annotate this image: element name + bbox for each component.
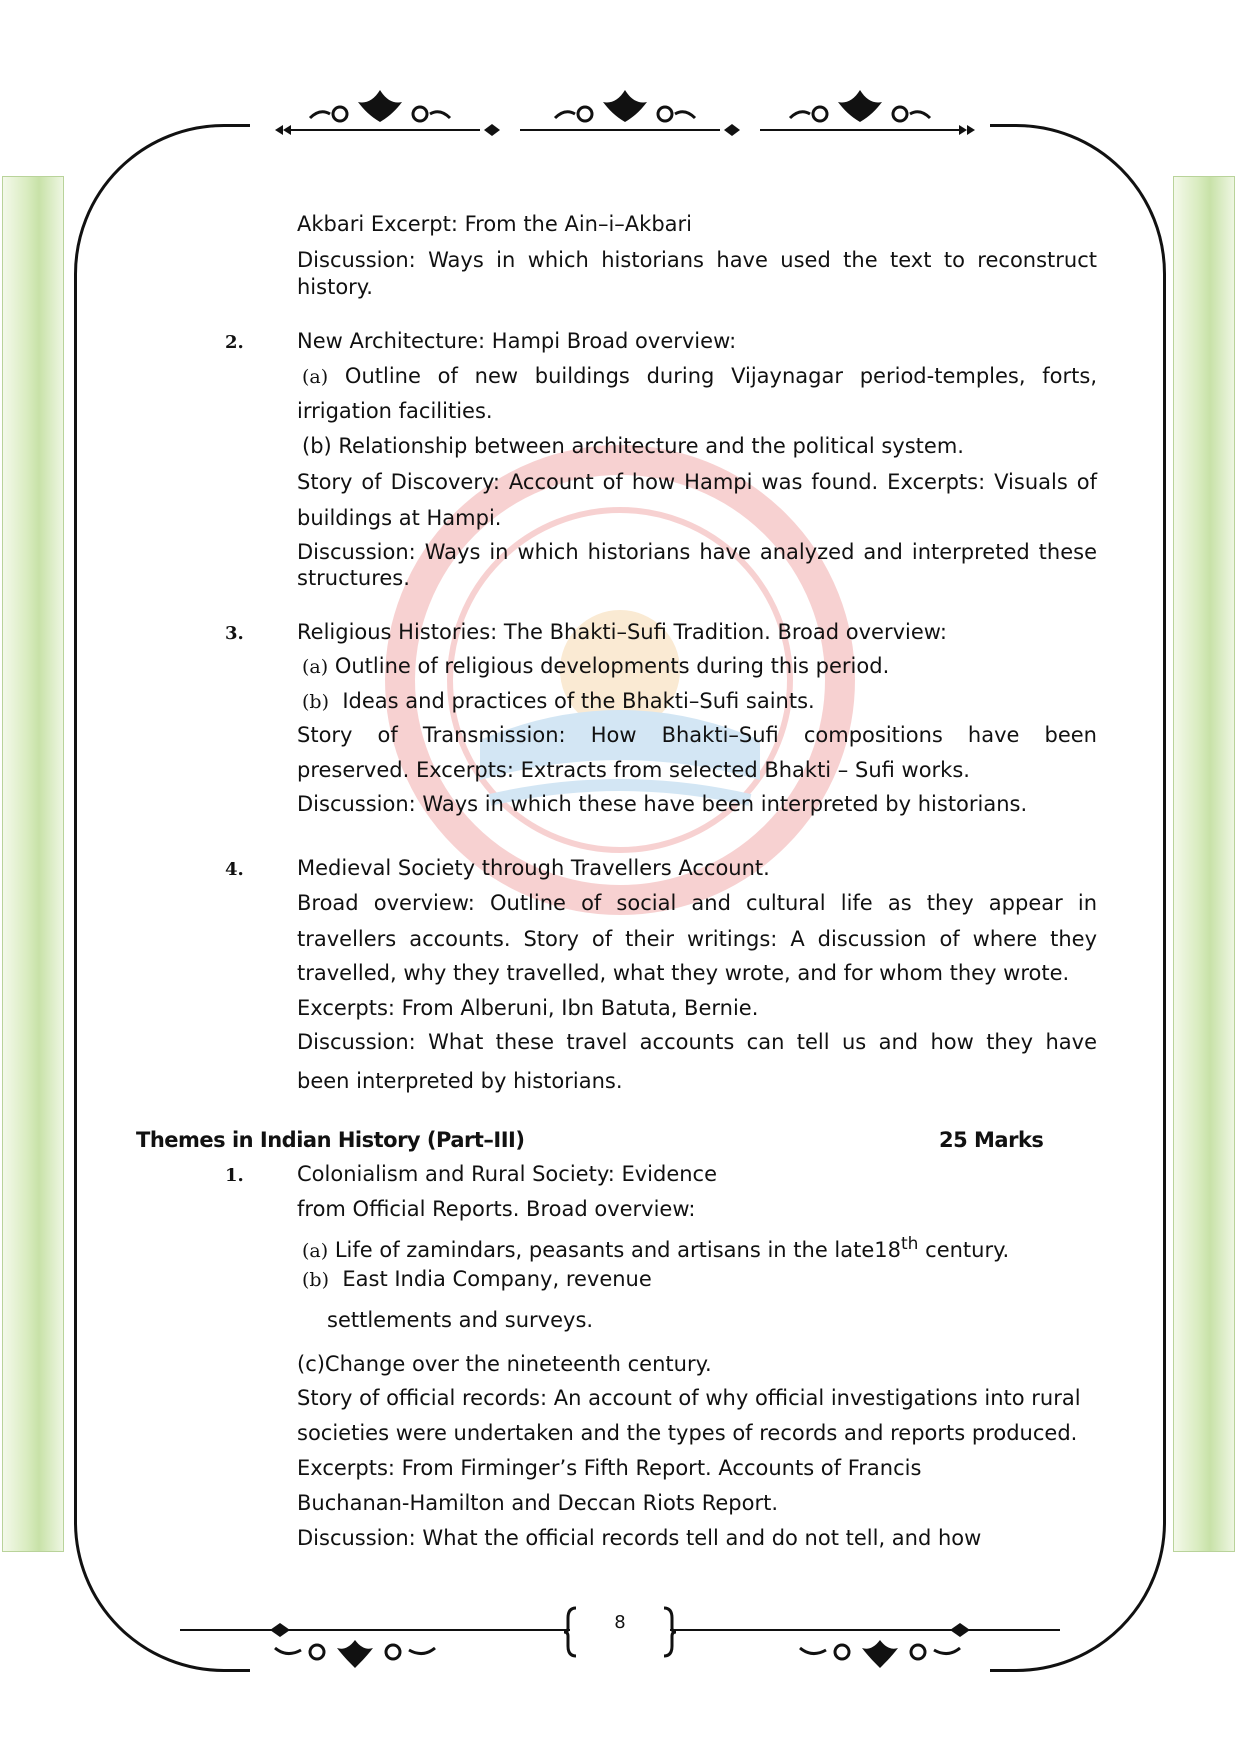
unit2-title: New Architecture: Hampi Broad overview: [297, 329, 737, 353]
unit3-a-line [302, 653, 889, 680]
part3-b-line-1 [302, 1266, 652, 1293]
part3-title-line-2: from Official Reports. Broad overview: [297, 1197, 696, 1221]
part3-b-line-2: settlements and surveys. [327, 1308, 594, 1332]
right-side-bar [1173, 176, 1235, 1552]
part3-excerpts-line-2: Buchanan-Hamilton and Deccan Riots Report. [297, 1491, 778, 1515]
unit3-b-marker: (b) [302, 691, 329, 713]
unit3-story-line-2: preserved. Excerpts: Extracts from selected Bhakti – Sufi works. [297, 758, 970, 782]
part3-story-line-1: Story of official records: An account of why official investigations into rural [297, 1386, 1081, 1410]
unit3-a-marker: (a) [302, 656, 329, 678]
unit2-story-line-1: Story of Discovery: Account of how Hampi was found. Excerpts: Visuals of [297, 470, 1097, 494]
part3-b-text: East India Company, revenue [342, 1267, 652, 1291]
unit1-line-1: Akbari Excerpt: From the Ain–i–Akbari [297, 212, 692, 236]
unit4-line-1: Broad overview: Outline of social and cultural life as they appear in [297, 891, 1097, 915]
unit2-story-line-2: buildings at Hampi. [297, 506, 502, 530]
part3-b-marker: (b) [302, 1269, 329, 1291]
part3-heading: Themes in Indian History (Part–III) [136, 1128, 525, 1152]
unit2-b-line: (b) Relationship between architecture and the political system. [302, 434, 964, 458]
unit2-a-marker: (a) [302, 366, 329, 388]
unit4-line-6: been interpreted by historians. [297, 1069, 623, 1093]
unit4-line-5: Discussion: What these travel accounts can tell us and how they have [297, 1030, 1097, 1054]
unit3-b-line [302, 688, 815, 715]
unit3-number: 3. [225, 623, 244, 644]
part3-a-superscript: th [901, 1234, 919, 1254]
top-ornament [270, 86, 980, 146]
unit2-a-line-2: irrigation facilities. [297, 399, 493, 423]
part3-title-line-1: Colonialism and Rural Society: Evidence [297, 1162, 718, 1186]
unit3-b-text: Ideas and practices of the Bhakti–Sufi saints. [342, 689, 815, 713]
unit1-line-3: history. [297, 275, 373, 299]
part3-c-line: (c)Change over the nineteenth century. [297, 1352, 712, 1376]
unit4-line-2: travellers accounts. Story of their writings: A discussion of where they [297, 927, 1097, 951]
unit3-discussion-line: Discussion: Ways in which these have been interpreted by historians. [297, 792, 1028, 816]
part3-marks: 25 Marks [939, 1128, 1044, 1152]
left-side-bar [2, 176, 64, 1552]
part3-number: 1. [225, 1165, 244, 1186]
unit4-number: 4. [225, 859, 244, 880]
unit3-title: Religious Histories: The Bhakti–Sufi Tradition. Broad overview: [297, 620, 947, 644]
part3-a-text: Life of zamindars, peasants and artisans in the late18 [334, 1238, 902, 1262]
unit3-story-line-1: Story of Transmission: How Bhakti–Sufi compositions have been [297, 723, 1097, 747]
part3-a-marker: (a) [302, 1240, 329, 1262]
unit2-discussion-line-2: structures. [297, 566, 410, 590]
unit4-line-3: travelled, why they travelled, what they wrote, and for whom they wrote. [297, 961, 1070, 985]
page-number: 8 [614, 1612, 626, 1633]
unit1-line-2: Discussion: Ways in which historians have used the text to reconstruct [297, 248, 1097, 272]
part3-discussion-line: Discussion: What the official records tell and do not tell, and how [297, 1526, 982, 1550]
unit2-discussion-line-1: Discussion: Ways in which historians have analyzed and interpreted these [297, 540, 1097, 564]
unit2-a-text: Outline of new buildings during Vijaynagar period-temples, forts, [344, 364, 1097, 388]
unit4-line-4: Excerpts: From Alberuni, Ibn Batuta, Bernie. [297, 996, 759, 1020]
part3-a-line [302, 1231, 1009, 1264]
unit4-title: Medieval Society through Travellers Account. [297, 856, 770, 880]
unit2-number: 2. [225, 332, 244, 353]
part3-a-tail: century. [925, 1238, 1010, 1262]
part3-excerpts-line-1: Excerpts: From Firminger’s Fifth Report. Accounts of Francis [297, 1456, 922, 1480]
unit3-a-text: Outline of religious developments during this period. [334, 654, 890, 678]
unit2-a-line-1 [302, 363, 1097, 390]
part3-story-line-2: societies were undertaken and the types of records and reports produced. [297, 1421, 1078, 1445]
